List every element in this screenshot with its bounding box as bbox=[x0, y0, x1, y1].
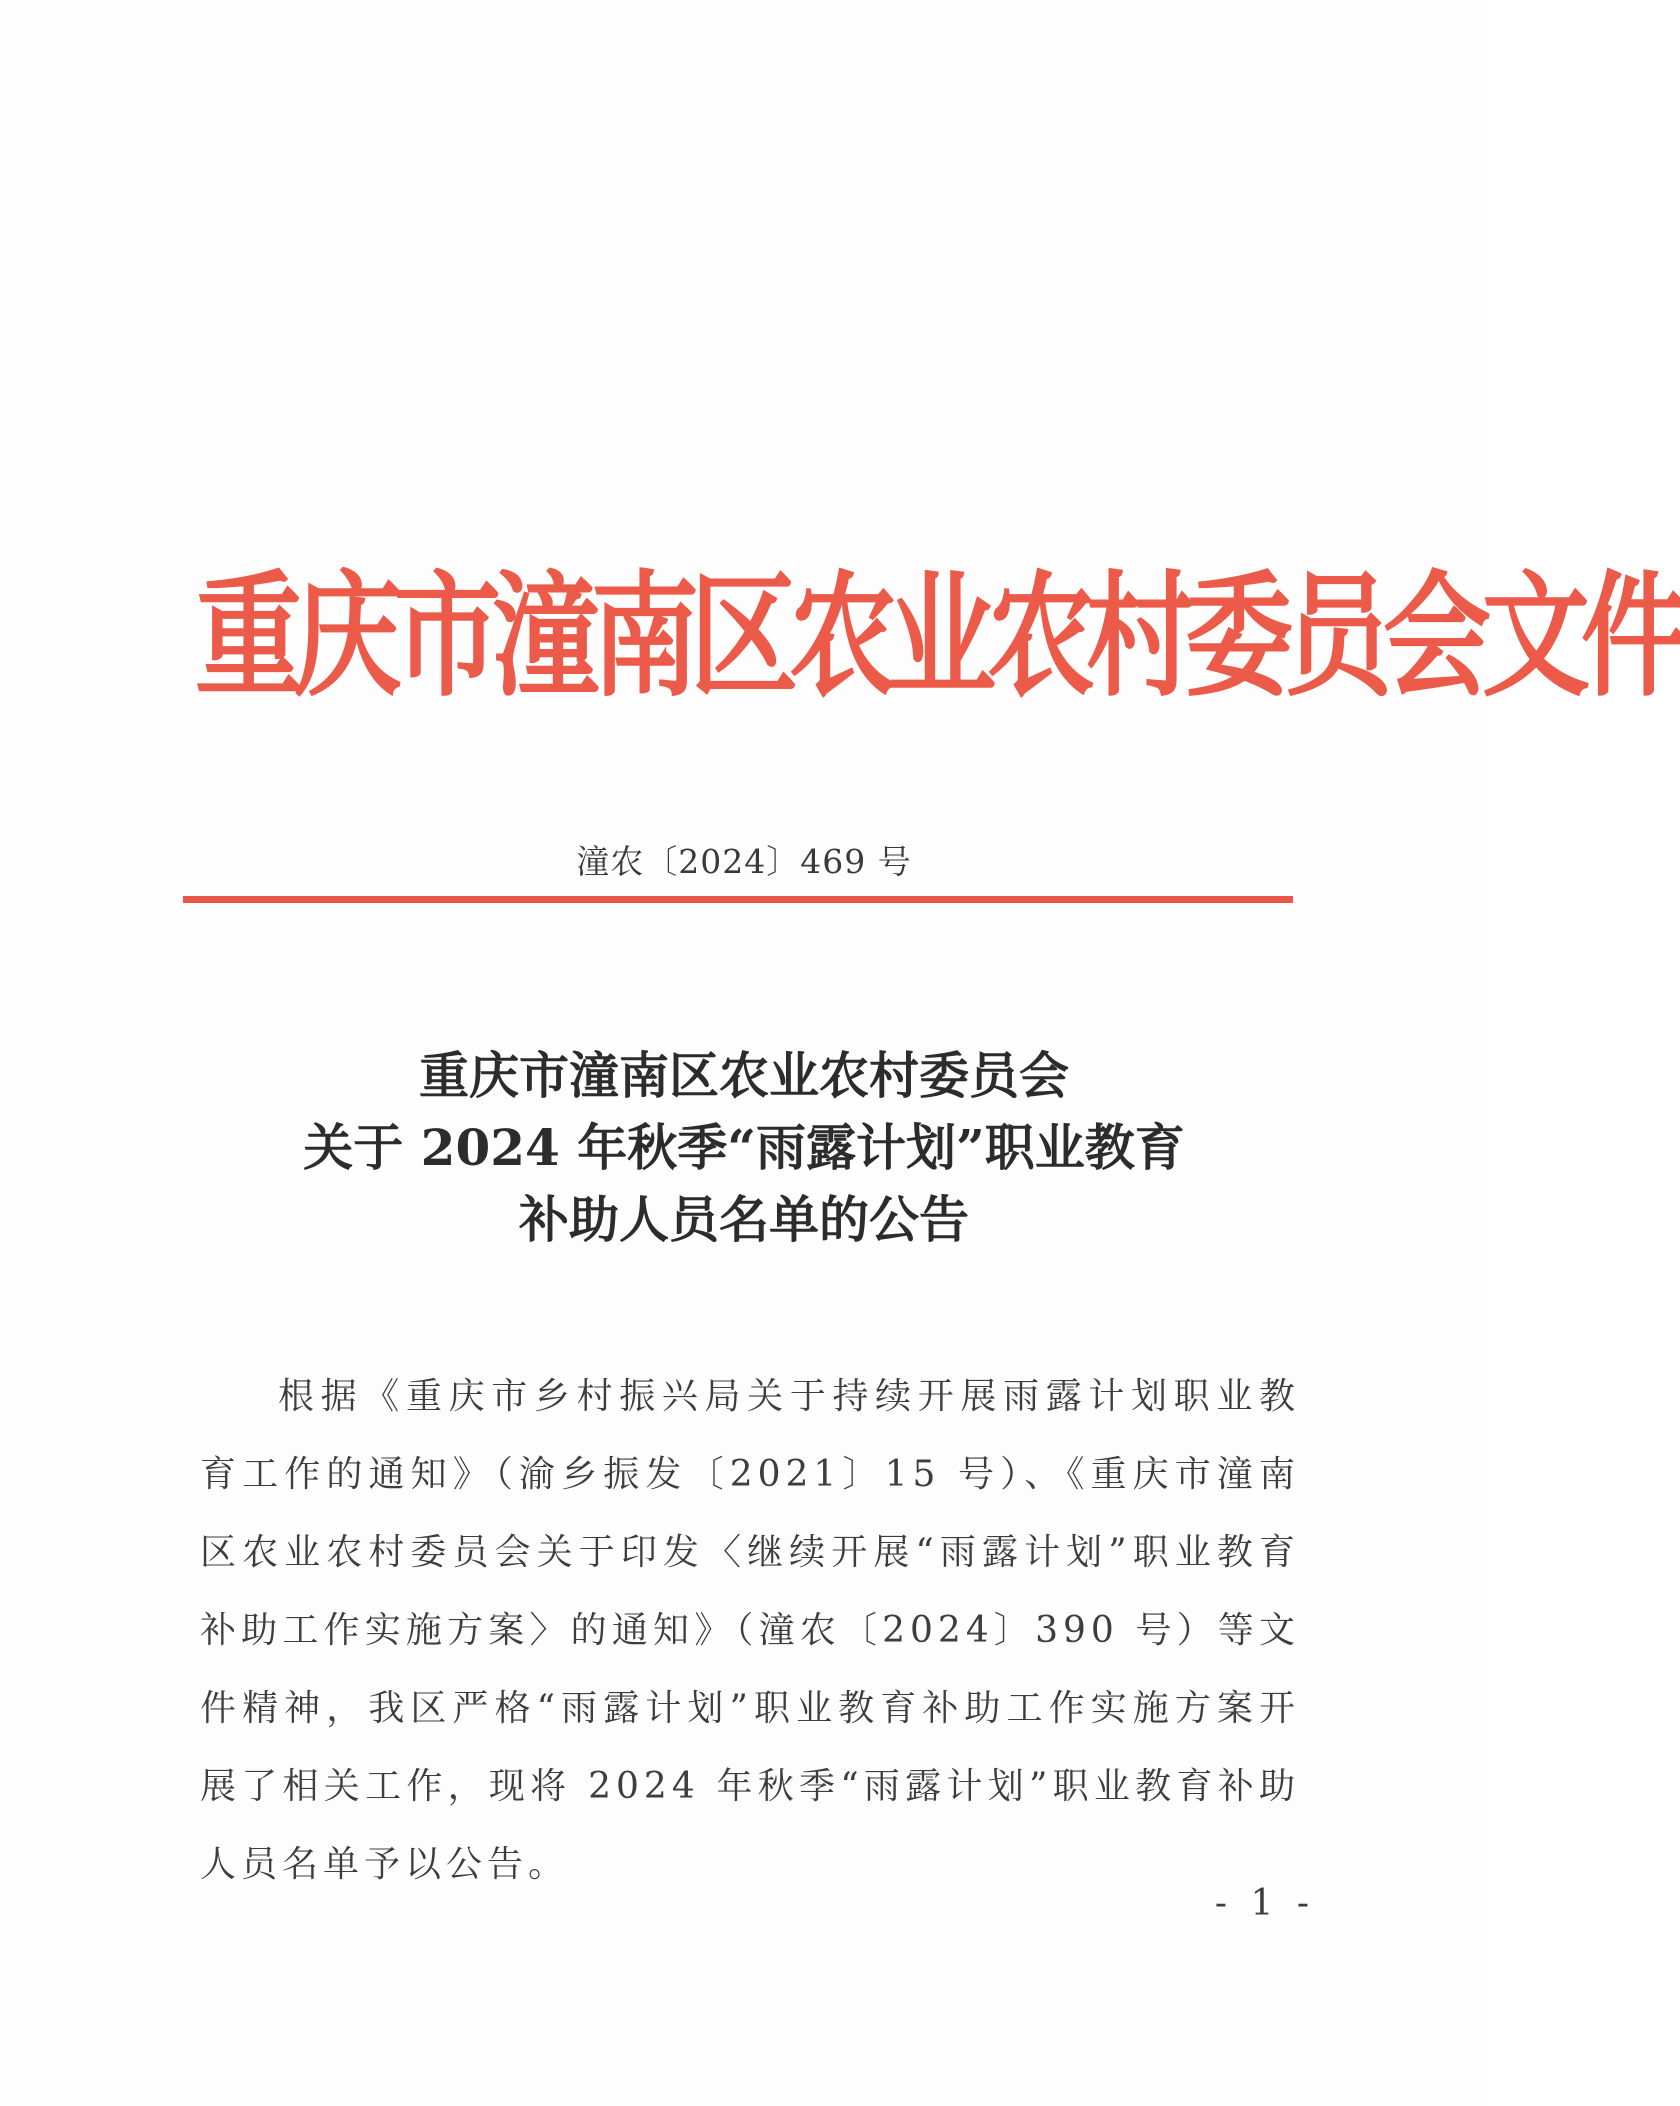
issuing-authority-header: 重庆市潼南区农业农村委员会文件 bbox=[195, 559, 1680, 716]
page-number: - 1 - bbox=[1214, 1883, 1315, 1924]
document-title bbox=[0, 1040, 1488, 1256]
title-line-2: 关于 2024 年秋季“雨露计划”职业教育 bbox=[303, 1118, 1185, 1177]
title-line-1: 重庆市潼南区农业农村委员会 bbox=[419, 1046, 1069, 1105]
document-number: 潼农〔2024〕469 号 bbox=[576, 842, 912, 881]
title-line-3: 补助人员名单的公告 bbox=[519, 1190, 969, 1249]
header-divider-line bbox=[183, 896, 1293, 903]
body-paragraph: 根据《重庆市乡村振兴局关于持续开展雨露计划职业教育工作的通知》（渝乡振发〔2021〕15 号）、《重庆市潼南区农业农村委员会关于印发〈继续开展“雨露计划”职业教育补助工作实施方案〉的通知》（潼农〔2024〕390 号）等文件精神，我区严格“雨露计划”职业教育补助工作实施方案开展了相关工作，现将 2024 年秋季“雨露计划”职业教育补助人员名单予以公告。 bbox=[200, 1376, 1300, 1885]
